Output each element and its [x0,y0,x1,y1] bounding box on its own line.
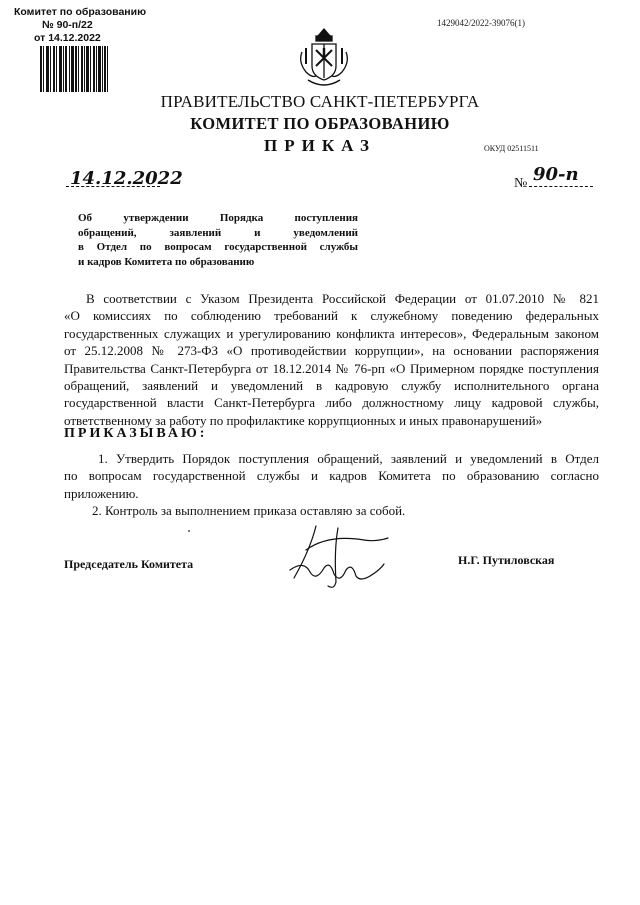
preamble-line: государственной власти Санкт-Петербурга либо должностному лицу кадровой службы, [64,395,599,411]
government-title: ПРАВИТЕЛЬСТВО САНКТ-ПЕТЕРБУРГА [160,92,480,111]
order-subject [78,211,358,269]
subject-line: и кадров Комитета по образованию [78,255,255,268]
date-underline [66,186,160,187]
stamp-line-3: от 14.12.2022 [34,32,101,44]
number-symbol: № [514,176,528,191]
signatory-title: Председатель Комитета [64,557,194,571]
item-line: 1. Утвердить Порядок поступления обращений, заявлений и уведомлений в Отдел [98,451,599,466]
committee-title: КОМИТЕТ ПО ОБРАЗОВАНИЮ [190,114,450,133]
spb-coat-of-arms-icon [296,26,352,90]
item-line: по вопросам государственной службы и кадров Комитета по образованию согласно [64,468,599,484]
stray-dot [188,530,190,532]
preamble-line: В соответствии с Указом Президента Российской Федерации от 01.07.2010 № 821 [86,291,599,306]
order-date: 14.12.2022 [70,168,183,189]
order-items [64,450,599,520]
number-underline [529,186,593,187]
stamp-line-2: № 90-п/22 [42,19,93,31]
subject-line: в Отдел по вопросам государственной службы [78,241,358,254]
preamble-paragraph [64,290,599,429]
preamble-line: Правительства Санкт-Петербурга от 18.12.2014 № 76-рп «О Примерном порядке поступления [64,360,599,376]
item-line: приложению. [64,485,139,501]
directive-heading: ПРИКАЗЫВАЮ: [64,426,208,441]
stamp-line-1: Комитет по образованию [14,6,147,18]
registration-stamp [14,6,164,45]
subject-line: Об утверждении Порядка поступления [78,212,358,224]
document-type-title: ПРИКАЗ [264,136,376,155]
preamble-line: государственных служащих и урегулированию конфликта интересов», Федеральным законом [64,325,599,341]
order-number: 90-п [533,164,579,185]
preamble-line: от 25.12.2008 № 273-ФЗ «О противодействии коррупции», на основании распоряжения [64,343,599,359]
okud-code: ОКУД 02511511 [484,144,539,153]
registration-number: 1429042/2022-39076(1) [437,18,525,28]
subject-line: обращений, заявлений и уведомлений [78,226,358,239]
preamble-line: «О комиссиях по соблюдению требований к служебному поведению федеральных [64,308,599,324]
preamble-line: обращений, заявлений и уведомлений в кадровую службу исполнительного органа [64,378,599,394]
signatory-name: Н.Г. Путиловская [458,553,555,567]
handwritten-signature [280,520,395,595]
item-line: 2. Контроль за выполнением приказа оставляю за собой. [92,503,406,519]
preamble-line: ответственному за работу по профилактике коррупционных и иных правонарушений» [64,412,543,428]
barcode-icon [40,46,108,92]
